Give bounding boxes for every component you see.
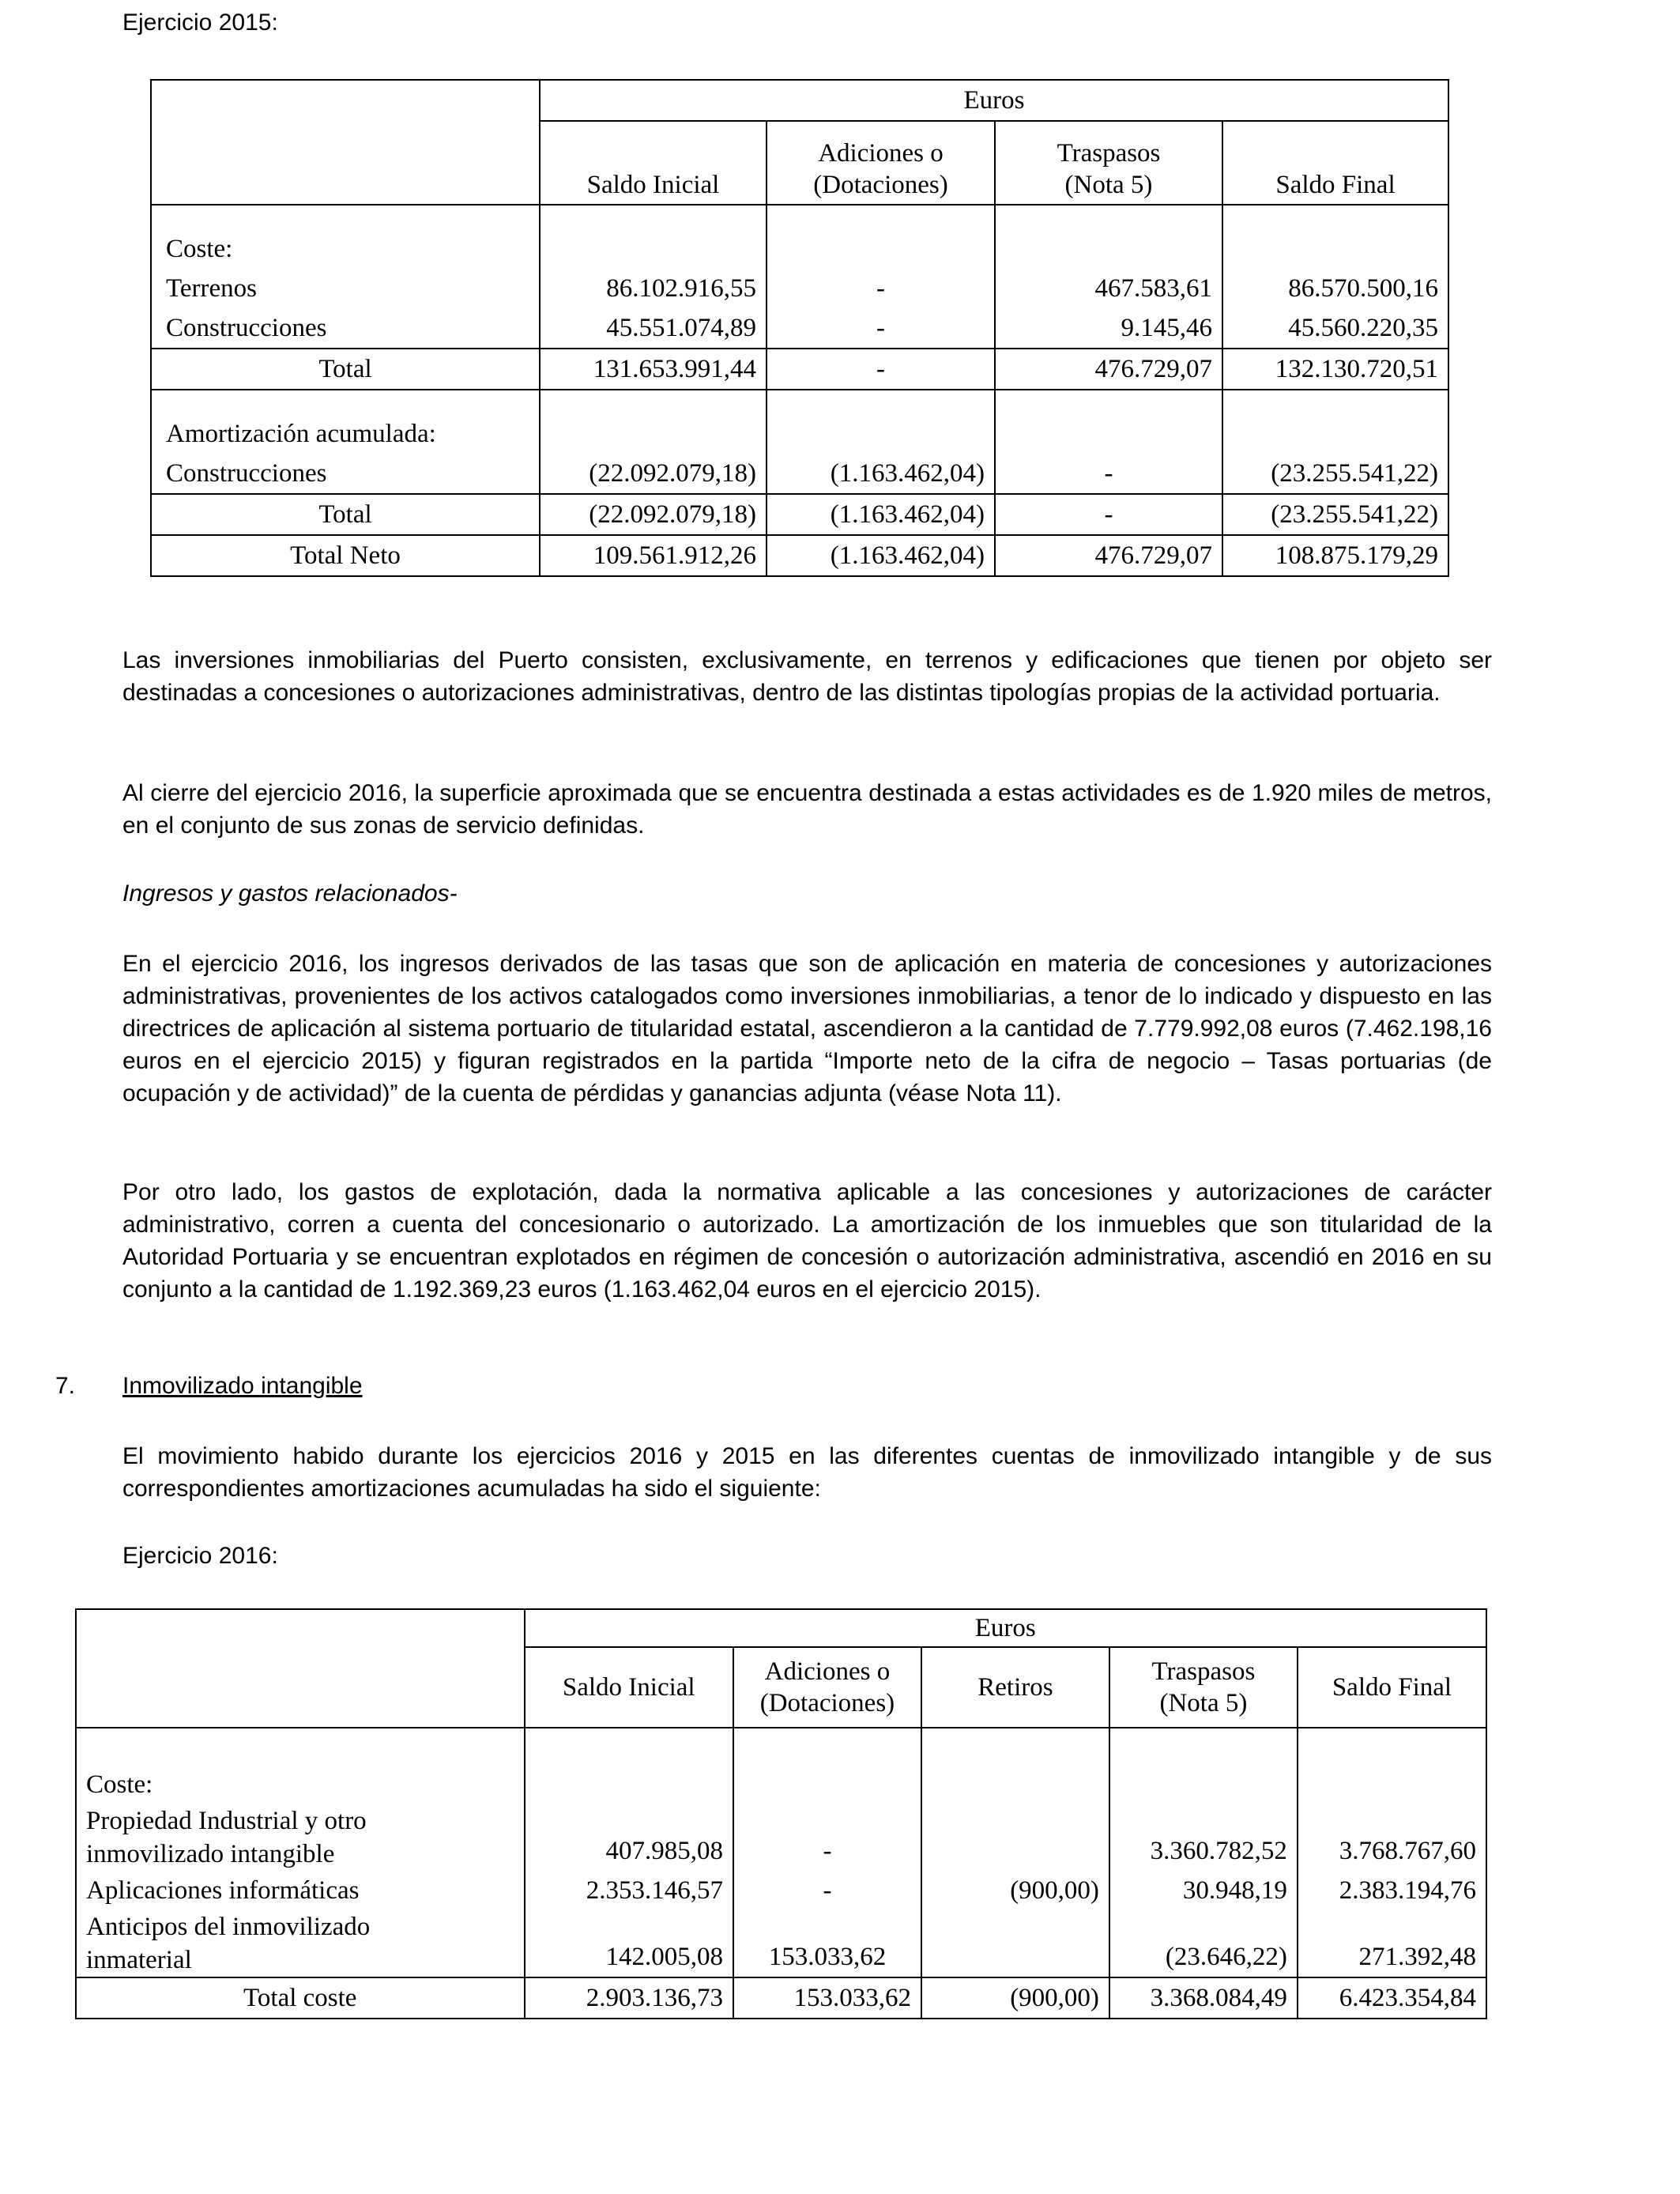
ejercicio-2016-title: Ejercicio 2016: [122,1543,278,1569]
section-label-coste: Coste: [76,1728,525,1804]
paragraph-movimiento: El movimiento habido durante los ejercicios 2016 y 2015 en las diferentes cuentas de inmovilizado intangible y de sus correspondientes amortizaciones acumuladas ha sido el siguiente: [122,1443,1492,1502]
col-header-saldo-final: Saldo Final [1298,1647,1486,1728]
table-corner [151,80,540,205]
table-row: Aplicaciones informáticas 2.353.146,57 - (900,00) 30.948,19 2.383.194,76 [76,1871,1486,1910]
col-header-retiros: Retiros [921,1647,1109,1728]
table-row: Construcciones 45.551.074,89 - 9.145,46 45.560.220,35 [151,308,1448,349]
paragraph-superficie: Al cierre del ejercicio 2016, la superficie aproximada que se encuentra destinada a estas actividades es de 1.920 miles de metros, en el conjunto de sus zonas de servicio definidas. [122,780,1492,839]
table-2015 [150,79,1449,577]
col-header-adiciones: Adiciones o (Dotaciones) [767,121,995,205]
table-row: Construcciones (22.092.079,18) (1.163.462,04) - (23.255.541,22) [151,454,1448,494]
total-row: Total 131.653.991,44 - 476.729,07 132.130.720,51 [151,349,1448,390]
total-row: Total coste 2.903.136,73 153.033,62 (900,00) 3.368.084,49 6.423.354,84 [76,1977,1486,2019]
table-row: Propiedad Industrial y otro inmovilizado intangible 407.985,08 - 3.360.782,52 3.768.767,60 [76,1804,1486,1871]
col-header-traspasos: Traspasos (Nota 5) [995,121,1222,205]
table-row: Anticipos del inmovilizado inmaterial 142.005,08 153.033,62 (23.646,22) 271.392,48 [76,1910,1486,1977]
paragraph-inversiones: Las inversiones inmobiliarias del Puerto consisten, exclusivamente, en terrenos y edificaciones que tienen por objeto ser destinadas a concesiones o autorizaciones administrativas, dentro de las distintas tipologías propias de la actividad portuaria. [122,647,1492,706]
section-label-amortizacion: Amortización acumulada: [151,390,540,454]
col-header-traspasos: Traspasos (Nota 5) [1109,1647,1298,1728]
subheading-ingresos-gastos: Ingresos y gastos relacionados- [122,880,458,907]
paragraph-ingresos: En el ejercicio 2016, los ingresos derivados de las tasas que son de aplicación en materia de concesiones y autorizaciones administrativas, provenientes de los activos catalogados como inversiones inmobiliarias, a tenor de lo indicado y dispuesto en las directrices de aplicación al sistema portuario de titularidad estatal, ascendieron a la cantidad de 7.779.992,08 euros (7.462.198,16 euros en el ejercicio 2015) y figuran registrados en la partida “Importe neto de la cifra de negocio – Tasas portuarias (de ocupación y de actividad)” de la cuenta de pérdidas y ganancias adjunta (véase Nota 11). [122,951,1492,1106]
group-header: Euros [525,1609,1486,1647]
table-corner [76,1609,525,1728]
col-header-saldo-inicial: Saldo Inicial [525,1647,733,1728]
total-neto-row: Total Neto 109.561.912,26 (1.163.462,04) 476.729,07 108.875.179,29 [151,535,1448,576]
table-2016 [75,1608,1487,2019]
table-row: Terrenos 86.102.916,55 - 467.583,61 86.570.500,16 [151,269,1448,308]
total-row: Total (22.092.079,18) (1.163.462,04) - (23.255.541,22) [151,494,1448,535]
group-header: Euros [540,80,1448,121]
section-title: Inmovilizado intangible [122,1373,363,1399]
section-number: 7. [55,1373,76,1399]
section-label-coste: Coste: [151,205,540,269]
col-header-saldo-inicial: Saldo Inicial [540,121,767,205]
col-header-saldo-final: Saldo Final [1222,121,1448,205]
page-title: Ejercicio 2015: [122,9,278,36]
col-header-adiciones: Adiciones o (Dotaciones) [733,1647,921,1728]
paragraph-gastos: Por otro lado, los gastos de explotación, dada la normativa aplicable a las concesiones y autorizaciones de carácter administrativo, corren a cuenta del concesionario o autorizado. La amortización de los inmuebles que son titularidad de la Autoridad Portuaria y se encuentran explotados en régimen de concesión o autorización administrativa, ascendió en 2016 en su conjunto a la cantidad de 1.192.369,23 euros (1.163.462,04 euros en el ejercicio 2015). [122,1179,1492,1302]
